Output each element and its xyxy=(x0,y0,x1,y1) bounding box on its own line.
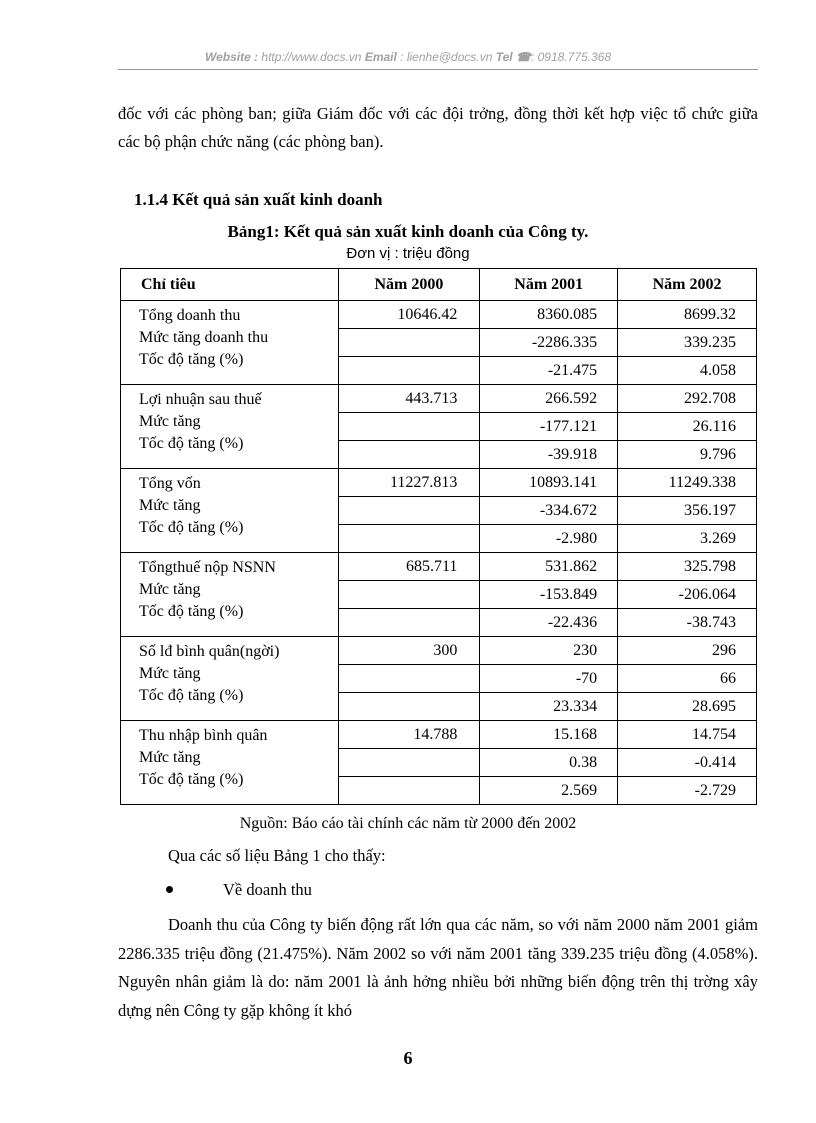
value-cell xyxy=(338,497,480,525)
section-heading: 1.1.4 Kết quả sản xuất kinh doanh xyxy=(134,190,383,209)
table-row xyxy=(121,637,757,665)
header-cell: Năm 2000 xyxy=(338,269,480,301)
value-cell: 685.711 xyxy=(338,553,480,581)
row-label: Tốc độ tăng (%) xyxy=(139,351,244,368)
row-label: Tổng doanh thu xyxy=(139,307,241,324)
value-cell: 26.116 xyxy=(618,413,757,441)
value-cell: -2.980 xyxy=(480,525,618,553)
row-label-cell xyxy=(121,301,339,385)
table-header-row xyxy=(121,269,757,301)
value-cell: -70 xyxy=(480,665,618,693)
row-label: Mức tăng xyxy=(139,497,201,514)
email-label: Email xyxy=(364,50,397,64)
value-cell: 292.708 xyxy=(618,385,757,413)
value-cell xyxy=(338,441,480,469)
row-label-cell xyxy=(121,637,339,721)
row-label: Tốc độ tăng (%) xyxy=(139,771,244,788)
value-cell: 296 xyxy=(618,637,757,665)
value-cell: 10893.141 xyxy=(480,469,618,497)
value-cell xyxy=(338,329,480,357)
row-label-cell xyxy=(121,721,339,805)
table-row xyxy=(121,301,757,329)
page-number: 6 xyxy=(403,1048,413,1068)
row-label: Tổng vốn xyxy=(139,475,201,492)
row-label: Mức tăng xyxy=(139,413,201,430)
table-row xyxy=(121,469,757,497)
row-label: Lợi nhuận sau thuế xyxy=(139,391,262,408)
value-cell xyxy=(338,609,480,637)
value-cell: -22.436 xyxy=(480,609,618,637)
value-cell xyxy=(338,693,480,721)
body-paragraph: Doanh thu của Công ty biến động rất lớn qua các năm, so với năm 2000 năm 2001 giảm 2286.335 triệu đồng (21.475%). Năm 2002 so với năm 2001 tăng 339.235 triệu đồng (4.058%). Nguyên nhân giảm là do: năm 2001 là ảnh hởng nhiều bởi những biến động trên thị trờng xây dựng nên Công ty gặp không ít khó xyxy=(118,915,758,1020)
value-cell: 230 xyxy=(480,637,618,665)
value-cell: 8360.085 xyxy=(480,301,618,329)
header-cell: Năm 2001 xyxy=(480,269,618,301)
value-cell: 11227.813 xyxy=(338,469,480,497)
website-label: Website : xyxy=(204,50,259,64)
value-cell: 325.798 xyxy=(618,553,757,581)
header-cell: Chỉ tiêu xyxy=(121,269,339,301)
row-label: Số lđ bình quân(ngời) xyxy=(139,643,280,660)
table-row xyxy=(121,385,757,413)
table-caption: Bảng1: Kết quả sản xuất kinh doanh của Công ty. xyxy=(227,222,589,241)
value-cell: 23.334 xyxy=(480,693,618,721)
value-cell: 14.788 xyxy=(338,721,480,749)
value-cell: 4.058 xyxy=(618,357,757,385)
header-cell: Năm 2002 xyxy=(618,269,757,301)
row-label: Tốc độ tăng (%) xyxy=(139,603,244,620)
bullet-item xyxy=(166,880,312,900)
value-cell: 531.862 xyxy=(480,553,618,581)
value-cell: -153.849 xyxy=(480,581,618,609)
value-cell: -2.729 xyxy=(618,777,757,805)
website-link[interactable]: http://www.docs.vn xyxy=(261,50,362,64)
row-label-cell xyxy=(121,553,339,637)
value-cell: -177.121 xyxy=(480,413,618,441)
value-cell: 0.38 xyxy=(480,749,618,777)
value-cell: 300 xyxy=(338,637,480,665)
value-cell: -38.743 xyxy=(618,609,757,637)
value-cell xyxy=(338,665,480,693)
value-cell: -39.918 xyxy=(480,441,618,469)
value-cell: -21.475 xyxy=(480,357,618,385)
table-row xyxy=(121,721,757,749)
row-label-cell xyxy=(121,469,339,553)
table-unit: Đơn vị : triệu đồng xyxy=(346,245,470,262)
value-cell: -2286.335 xyxy=(480,329,618,357)
bullet-text: Về doanh thu xyxy=(223,880,312,899)
value-cell: 14.754 xyxy=(618,721,757,749)
value-cell: -206.064 xyxy=(618,581,757,609)
row-label-cell xyxy=(121,385,339,469)
tel-value: : 0918.775.368 xyxy=(530,50,612,64)
header-rule xyxy=(118,69,758,70)
value-cell xyxy=(338,525,480,553)
value-cell xyxy=(338,749,480,777)
row-label: Tốc độ tăng (%) xyxy=(139,687,244,704)
value-cell xyxy=(338,581,480,609)
table-row xyxy=(121,553,757,581)
value-cell: 15.168 xyxy=(480,721,618,749)
phone-icon: ☎ xyxy=(516,50,531,64)
table-body xyxy=(121,301,757,805)
bullet-dot-icon xyxy=(166,886,173,893)
row-label: Mức tăng xyxy=(139,581,201,598)
row-label: Tốc độ tăng (%) xyxy=(139,519,244,536)
value-cell: -0.414 xyxy=(618,749,757,777)
row-label: Mức tăng xyxy=(139,665,201,682)
value-cell: 9.796 xyxy=(618,441,757,469)
value-cell: 10646.42 xyxy=(338,301,480,329)
value-cell xyxy=(338,357,480,385)
value-cell: 66 xyxy=(618,665,757,693)
email-link[interactable]: : lienhe@docs.vn xyxy=(400,50,493,64)
value-cell: 8699.32 xyxy=(618,301,757,329)
results-table xyxy=(120,268,757,805)
value-cell: 443.713 xyxy=(338,385,480,413)
row-label: Thu nhập bình quân xyxy=(139,727,268,744)
value-cell: 266.592 xyxy=(480,385,618,413)
value-cell: -334.672 xyxy=(480,497,618,525)
value-cell xyxy=(338,413,480,441)
value-cell: 356.197 xyxy=(618,497,757,525)
row-label: Mức tăng doanh thu xyxy=(139,329,269,346)
table-source: Nguồn: Báo cáo tài chính các năm từ 2000 đến 2002 xyxy=(239,815,577,832)
tel-label: Tel xyxy=(495,50,513,64)
value-cell xyxy=(338,777,480,805)
value-cell: 3.269 xyxy=(618,525,757,553)
value-cell: 28.695 xyxy=(618,693,757,721)
value-cell: 2.569 xyxy=(480,777,618,805)
value-cell: 11249.338 xyxy=(618,469,757,497)
row-label: Tốc độ tăng (%) xyxy=(139,435,244,452)
intro-line: Qua các số liệu Bảng 1 cho thấy: xyxy=(168,846,386,865)
row-label: Mức tăng xyxy=(139,749,201,766)
page-header xyxy=(0,50,816,64)
value-cell: 339.235 xyxy=(618,329,757,357)
top-paragraph: đốc với các phòng ban; giữa Giám đốc với các đội trởng, đồng thời kết hợp việc tổ chức giữa các bộ phận chức năng (các phòng ban). xyxy=(118,104,758,151)
row-label: Tổngthuế nộp NSNN xyxy=(139,559,276,576)
